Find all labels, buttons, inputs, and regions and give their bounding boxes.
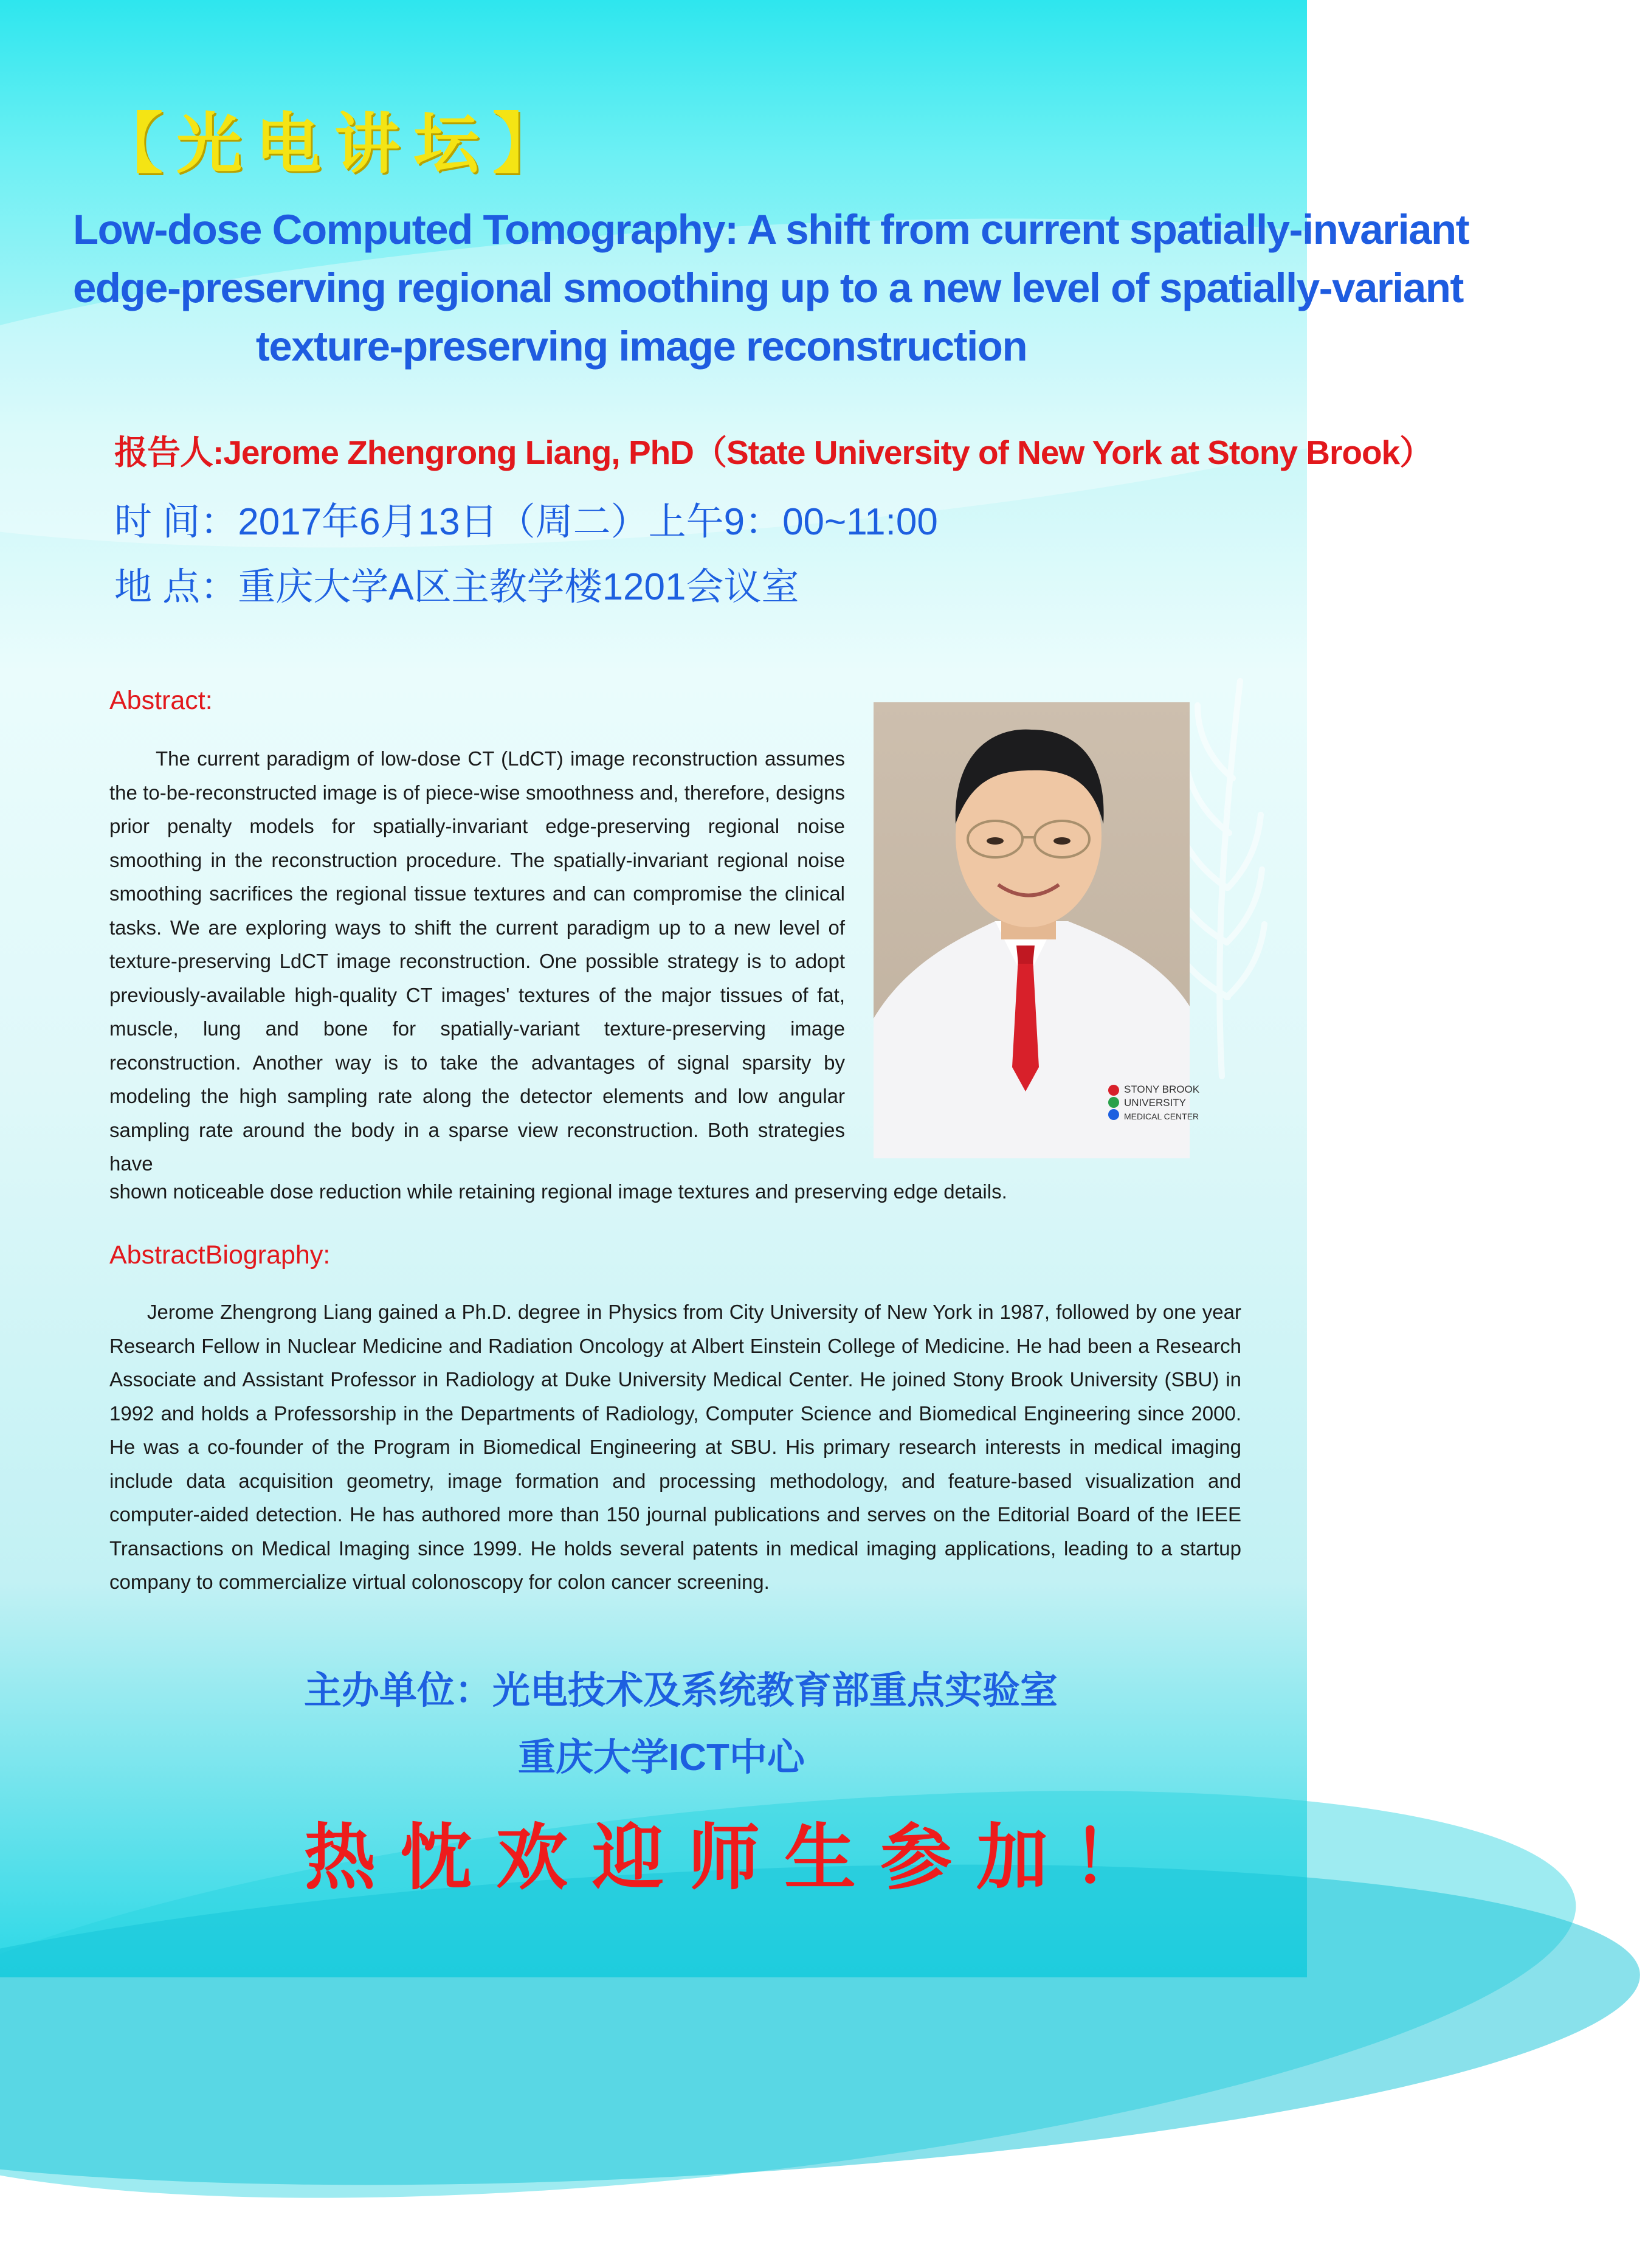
talk-time: 时 间：2017年6月13日（周二）上午9：00~11:00 [114,501,938,543]
welcome-message: 热忱欢迎师生参加！ [304,1815,1169,1900]
speaker-name: Jerome Zhengrong Liang, PhD（State University of New York at Stony Brook） [223,434,1433,471]
speaker-label: 报告人: [114,434,224,471]
abstract-heading: Abstract: [109,686,213,715]
talk-title [73,201,1469,376]
talk-title-line: edge-preserving regional smoothing up to a new level of spatially-variant [73,264,1463,311]
organizer-line: 重庆大学ICT中心 [518,1737,805,1779]
talk-title-line: texture-preserving image reconstruction [255,323,1027,370]
speaker-photo [874,702,1200,1158]
badge-text-line: MEDICAL CENTER [1124,1112,1199,1121]
organizer-line: 主办单位：光电技术及系统教育部重点实验室 [304,1670,1058,1712]
speaker-line [114,426,1432,474]
talk-place: 地 点：重庆大学A区主教学楼1201会议室 [114,566,799,608]
biography-text: Jerome Zhengrong Liang gained a Ph.D. degree in Physics from City University of New York in 1987, followed by one year Research Fellow in Nuclear Medicine and Radiation Oncology at Albert Einstein College of Medicine. He had been a Research Associate and Assistant Professor in Radiology at Duke University Medical Center. He joined Stony Brook University (SBU) in 1992 and holds a Professorship in the Departments of Radiology, Computer Science and Biomedical Engineering since 2000. He was a co-founder of the Program in Biomedical Engineering at SBU. His primary research interests in medical imaging include data acquisition geometry, image formation and processing methodology, and feature-based visualization and computer-aided detection. He has authored more than 150 journal publications and serves on the Editorial Board of the IEEE Transactions on Medical Imaging since 1999. He holds several patents in medical imaging applications, leading to a startup company to commercialize virtual colonoscopy for colon cancer screening. [109,1301,1241,1593]
abstract-text: The current paradigm of low-dose CT (LdCT) image reconstruction assumes the to-be-reconstructed image is of piece-wise smoothness and, therefore, designs prior penalty models for spatially-invariant edge-preserving regional noise smoothing in the reconstruction procedure. The spatially-invariant regional noise smoothing sacrifices the regional tissue textures and can compromise the clinical tasks. We are exploring ways to shift the current paradigm up to a new level of texture-preserving LdCT image reconstruction. One possible strategy is to adopt previously-available high-quality CT images' textures of the major tissues of fat, muscle, lung and bone for spatially-variant texture-preserving image reconstruction. Another way is to take the advantages of signal sparsity by modeling the high sampling rate along the detector elements and low angular sampling rate around the body in a sparse view reconstruction. Both strategies have [109,747,845,1175]
abstract-last-line: shown noticeable dose reduction while retaining regional image textures and preserving edge details. [109,1180,1007,1203]
biography-heading: AbstractBiography: [109,1240,331,1270]
lecture-series-title: 【光电讲坛】 [97,106,572,182]
talk-title-line: Low-dose Computed Tomography: A shift from current spatially-invariant [73,206,1469,253]
badge-text-line: UNIVERSITY [1124,1097,1187,1108]
badge-text-line: STONY BROOK [1124,1084,1200,1095]
